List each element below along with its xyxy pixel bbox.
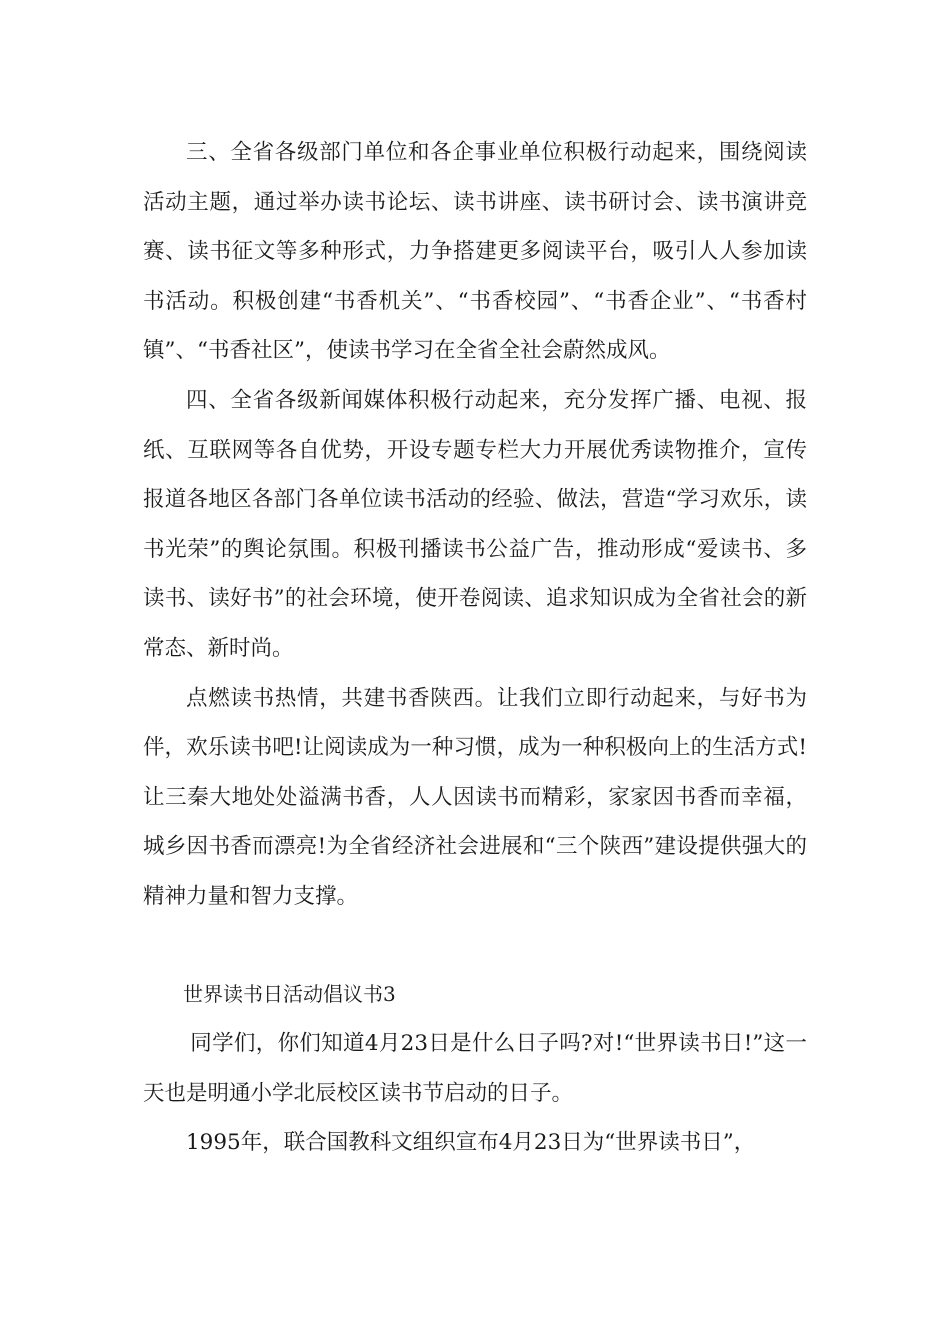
section-paragraph-1: 同学们，你们知道4月23日是什么日子吗?对!“世界读书日!”这一天也是明通小学北辰校区读书节启动的日子。 bbox=[143, 1031, 807, 1106]
paragraph-4: 四、全省各级新闻媒体积极行动起来，充分发挥广播、电视、报纸、互联网等各自优势，开设专题专栏大力开展优秀读物推介，宣传报道各地区各部门各单位读书活动的经验、做法，营造“学习欢乐，读书光荣”的舆论氛围。积极刊播读书公益广告，推动形成“爱读书、多读书、读好书”的社会环境，使开卷阅读、追求知识成为全省社会的新常态、新时尚。 bbox=[143, 387, 807, 661]
section-paragraph-2: 1995年，联合国教科文组织宣布4月23日为“世界读书日”， bbox=[186, 1130, 756, 1156]
paragraph-3: 三、全省各级部门单位和各企事业单位积极行动起来，围绕阅读活动主题，通过举办读书论坛、读书讲座、读书研讨会、读书演讲竞赛、读书征文等多种形式，力争搭建更多阅读平台，吸引人人参加读书活动。积极创建“书香机关”、“书香校园”、“书香企业”、“书香村镇”、“书香社区”，使读书学习在全省全社会蔚然成风。 bbox=[143, 140, 807, 364]
paragraph-closing: 点燃读书热情，共建书香陕西。让我们立即行动起来，与好书为伴，欢乐读书吧!让阅读成为一种习惯，成为一种积极向上的生活方式!让三秦大地处处溢满书香，人人因读书而精彩，家家因书香而幸福，城乡因书香而漂亮!为全省经济社会进展和“三个陕西”建设提供强大的精神力量和智力支撑。 bbox=[143, 685, 807, 909]
section-title: 世界读书日活动倡议书3 bbox=[183, 981, 396, 1006]
document-body bbox=[143, 128, 807, 1168]
